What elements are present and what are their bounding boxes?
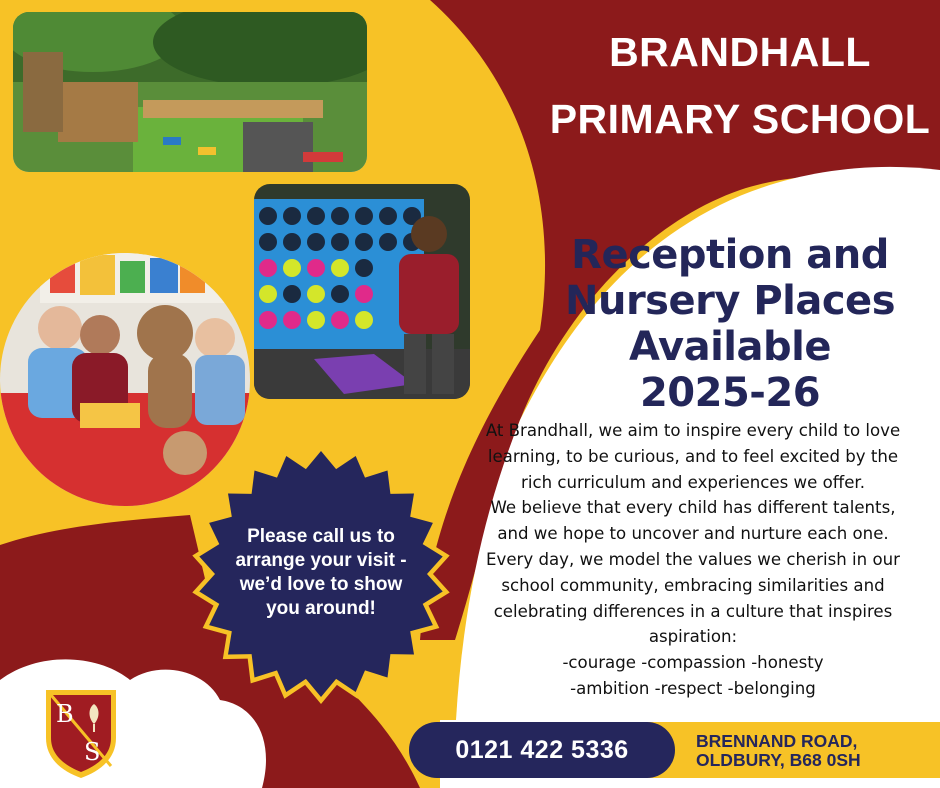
crest-letter-b: B [56, 700, 74, 728]
crest-letter-s: S [84, 738, 101, 766]
photo-connect4-game [254, 184, 470, 399]
photo-playground [13, 12, 367, 172]
body-line: school community, embracing similarities and [501, 575, 885, 595]
phone-number[interactable]: 0121 422 5336 [409, 722, 675, 778]
address [696, 732, 861, 770]
body-line: We believe that every child has different talents, [490, 498, 896, 518]
cta-line: Please call us to [247, 526, 395, 547]
body-text [458, 418, 928, 702]
body-line: learning, to be curious, and to feel excited by the [487, 446, 899, 466]
body-line: rich curriculum and experiences we offer. [521, 472, 865, 492]
headline-line: Available [629, 324, 831, 370]
headline-line: Nursery Places [564, 278, 895, 324]
school-name-line2: PRIMARY SCHOOL [549, 96, 931, 142]
call-to-action [208, 525, 434, 621]
address-line: OLDBURY, B68 0SH [696, 750, 861, 770]
body-line: and we hope to uncover and nurture each one. [497, 524, 889, 544]
body-line: At Brandhall, we aim to inspire every child to love [485, 421, 901, 440]
school-crest-logo [42, 686, 120, 780]
cta-line: we’d love to show [239, 574, 403, 595]
body-line: celebrating differences in a culture that inspires [493, 601, 893, 621]
headline-year: 2025-26 [639, 370, 821, 416]
headline [520, 232, 940, 416]
body-line: aspiration: [648, 627, 738, 647]
body-line: Every day, we model the values we cherish in our [486, 549, 900, 569]
school-name-line1: BRANDHALL [609, 29, 871, 75]
cta-line: arrange your visit - [235, 550, 407, 571]
values-line: -ambition -respect -belonging [570, 678, 816, 698]
address-line: BRENNAND ROAD, [696, 731, 858, 751]
headline-line: Reception and [571, 232, 889, 278]
cta-line: you around! [266, 598, 376, 619]
values-line: -courage -compassion -honesty [562, 653, 824, 673]
